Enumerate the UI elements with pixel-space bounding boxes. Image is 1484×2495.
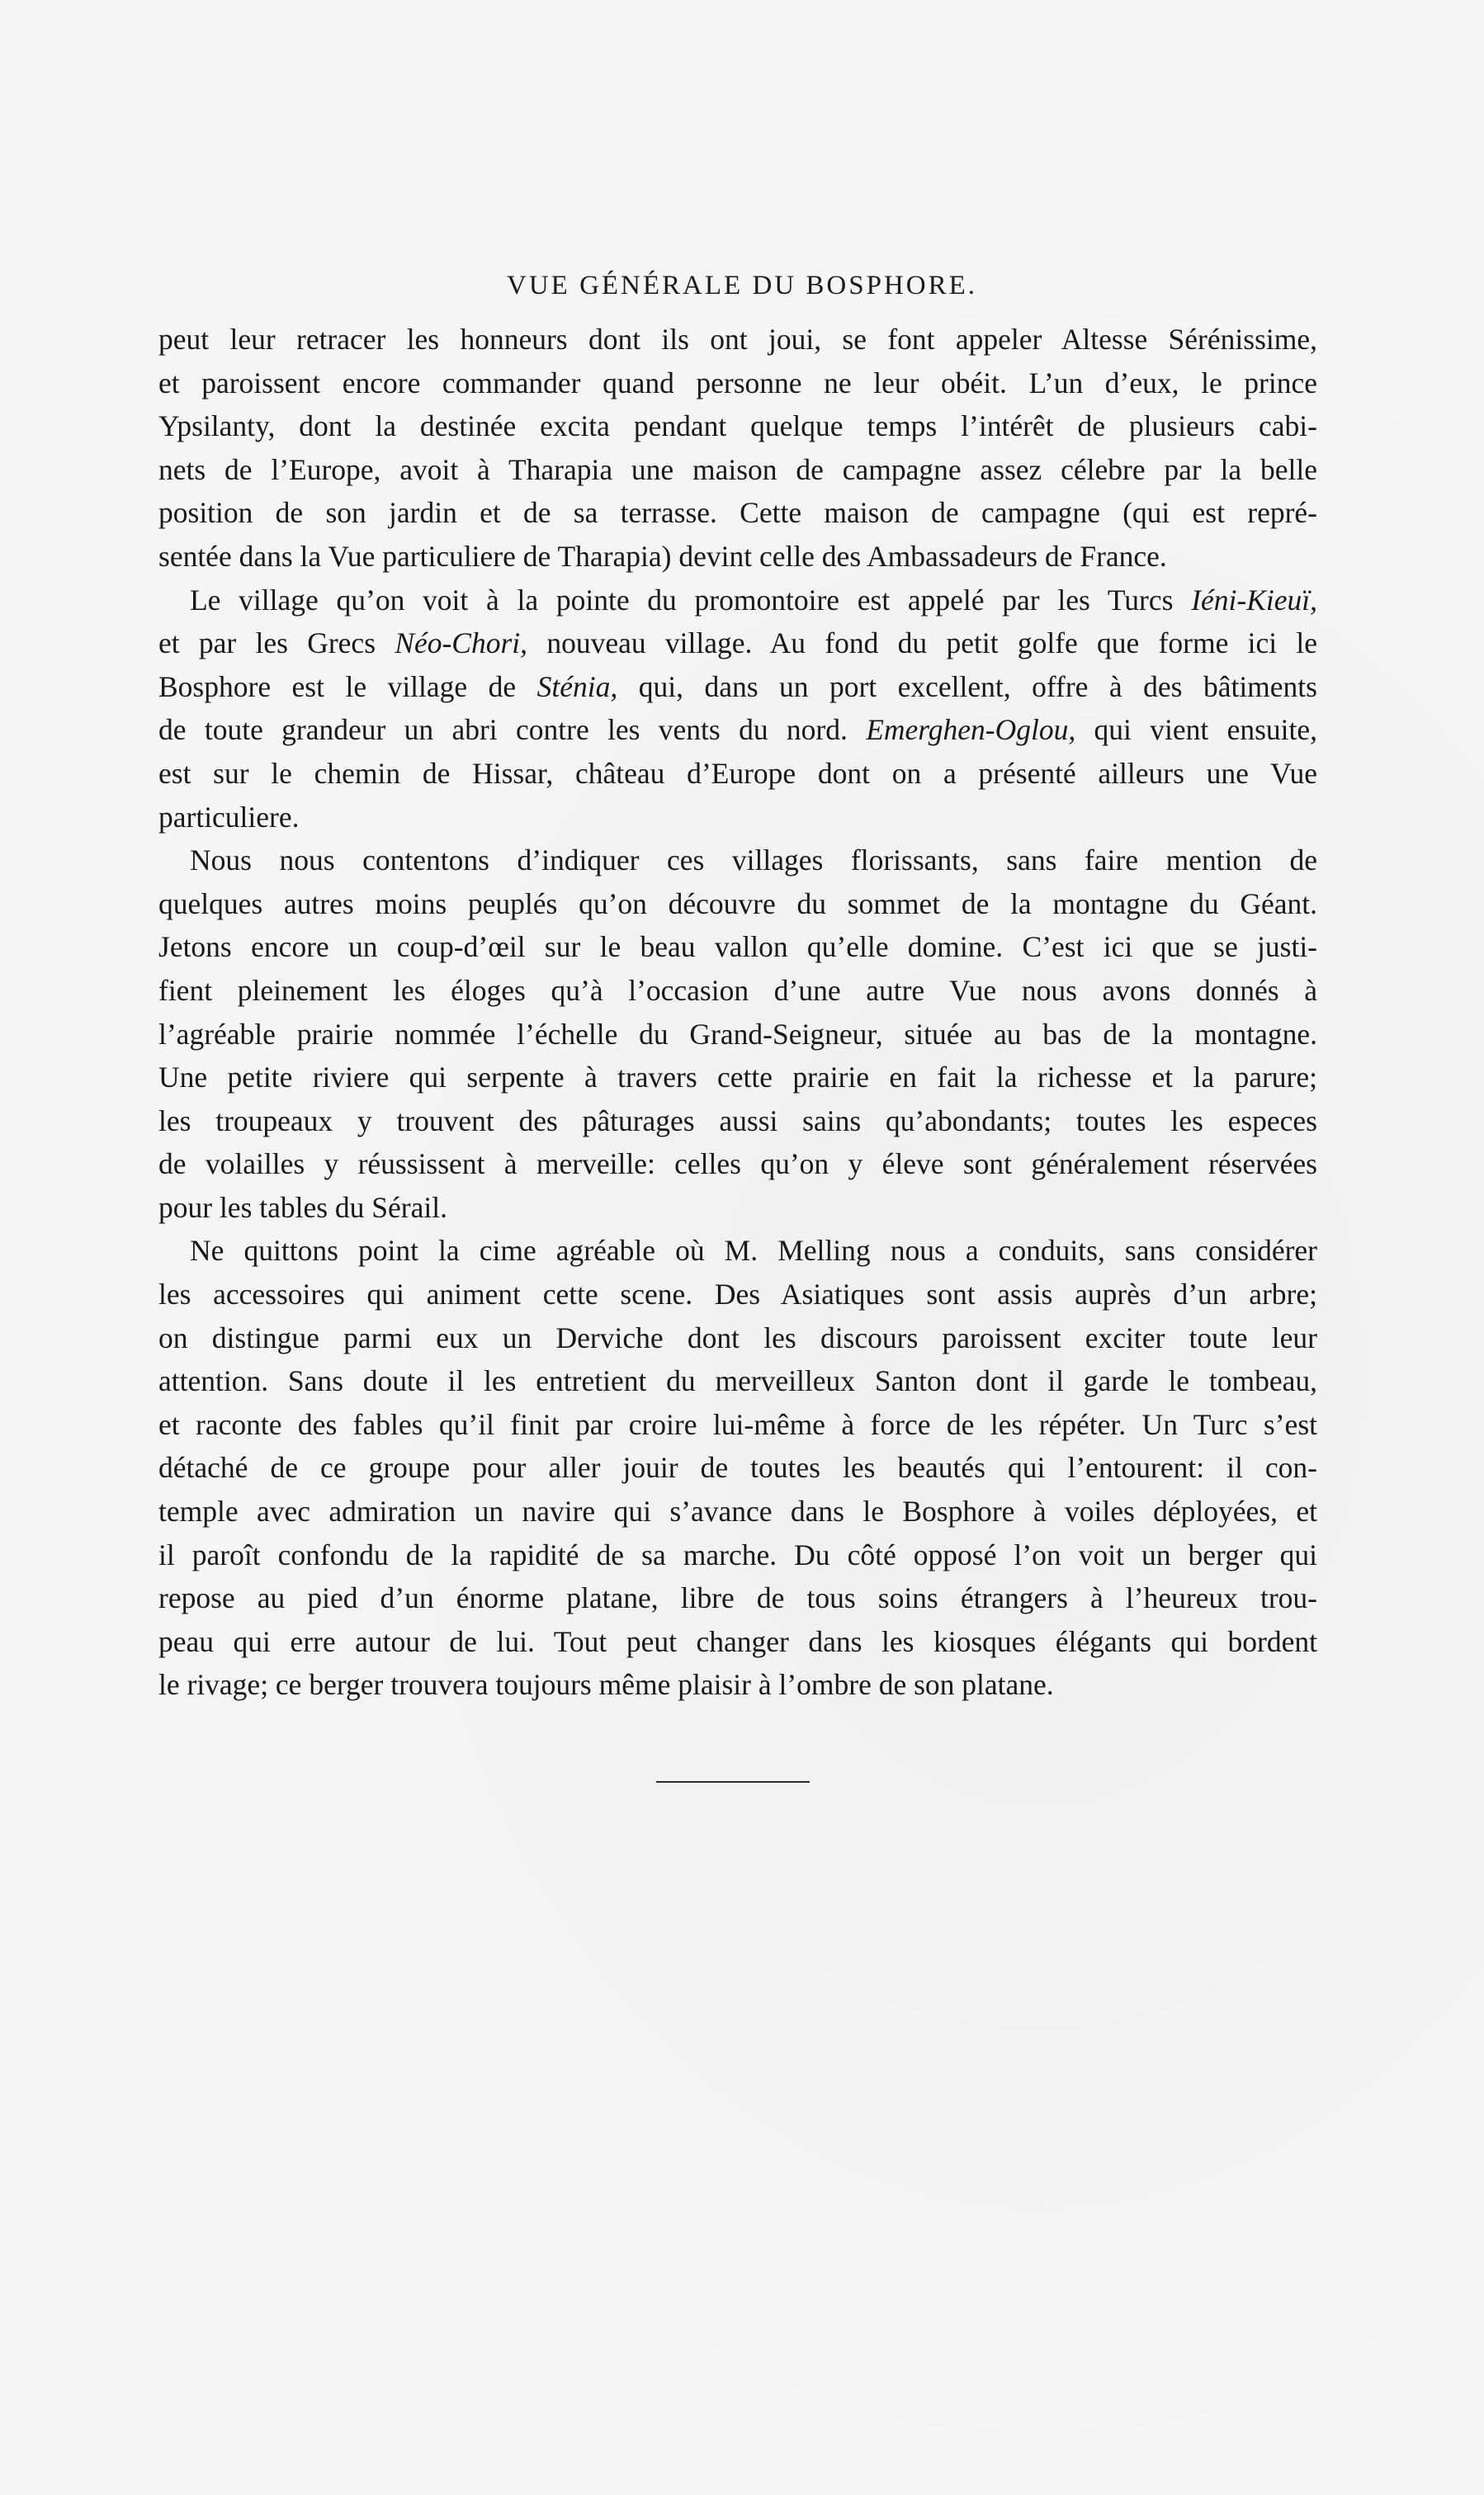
text-run: qui, dans un port excellent, offre à des bâtiments: [617, 669, 1317, 703]
paragraph-4: [158, 1229, 1317, 1707]
italic-place-name: Emerghen-Oglou,: [866, 713, 1076, 747]
end-rule: [656, 1781, 810, 1783]
text-line: nets de l’Europe, avoit à Tharapia une maison de campagne assez célebre par la belle: [158, 452, 1317, 486]
text-line: Ypsilanty, dont la destinée excita pendant quelque temps l’intérêt de plusieurs cabi-: [158, 409, 1317, 443]
text-line: repose au pied d’un énorme platane, libre de tous soins étrangers à l’heureux trou-: [158, 1581, 1317, 1615]
text-run: qui vient ensuite,: [1075, 713, 1317, 747]
text-line: et paroissent encore commander quand personne ne leur obéit. L’un d’eux, le prince: [158, 366, 1317, 399]
text-line: pour les tables du Sérail.: [158, 1190, 447, 1224]
text-line: détaché de ce groupe pour aller jouir de toutes les beautés qui l’entourent: il con-: [158, 1451, 1317, 1485]
italic-place-name: Sténia,: [536, 669, 618, 703]
text-run: nouveau village. Au fond du petit golfe que forme ici le: [527, 626, 1318, 660]
text-run: Le village qu’on voit à la pointe du promontoire est appelé par les Turcs: [190, 583, 1192, 617]
body-text: [158, 318, 1317, 1707]
text-line: le rivage; ce berger trouvera toujours même plaisir à l’ombre de son platane.: [158, 1668, 1054, 1702]
text-line: peut leur retracer les honneurs dont ils ont joui, se font appeler Altesse Sérénissime,: [158, 323, 1317, 356]
text-line: particuliere.: [158, 800, 300, 834]
text-run: Bosphore est le village de: [158, 669, 537, 703]
running-head: VUE GÉNÉRALE DU BOSPHORE.: [507, 271, 977, 300]
text-line: l’agréable prairie nommée l’échelle du Grand-Seigneur, située au bas de la montagne.: [158, 1017, 1317, 1051]
text-line: Une petite riviere qui serpente à travers cette prairie en fait la richesse et la parure;: [158, 1061, 1317, 1094]
text-line: on distingue parmi eux un Derviche dont les discours paroissent exciter toute leur: [158, 1321, 1317, 1354]
text-line: est sur le chemin de Hissar, château d’Europe dont on a présenté ailleurs une Vue: [158, 756, 1317, 790]
text-run: de toute grandeur un abri contre les vents du nord.: [158, 713, 867, 747]
paragraph-1: [158, 318, 1317, 579]
italic-place-name: Néo-Chori,: [395, 626, 528, 660]
paragraph-3: [158, 839, 1317, 1229]
text-line: quelques autres moins peuplés qu’on découvre du sommet de la montagne du Géant.: [158, 886, 1317, 920]
text-line: position de son jardin et de sa terrasse. Cette maison de campagne (qui est repré-: [158, 496, 1317, 530]
text-line: temple avec admiration un navire qui s’avance dans le Bosphore à voiles déployées, et: [158, 1495, 1317, 1529]
text-line: fient pleinement les éloges qu’à l’occasion d’une autre Vue nous avons donnés à: [158, 973, 1317, 1007]
text-line: peau qui erre autour de lui. Tout peut changer dans les kiosques élégants qui bordent: [158, 1624, 1317, 1658]
text-line: les accessoires qui animent cette scene. Des Asiatiques sont assis auprès d’un arbre;: [158, 1278, 1317, 1311]
text-line: [158, 579, 1317, 622]
text-line: il paroît confondu de la rapidité de sa marche. Du côté opposé l’on voit un berger qui: [158, 1538, 1317, 1571]
text-line: de volailles y réussissent à merveille: celles qu’on y éleve sont généralement réservées: [158, 1147, 1317, 1181]
text-line: et raconte des fables qu’il finit par croire lui-même à force de les répéter. Un Turc s’est: [158, 1407, 1317, 1441]
text-line: [158, 621, 1317, 665]
text-line: sentée dans la Vue particuliere de Tharapia) devint celle des Ambassadeurs de France.: [158, 539, 1167, 573]
text-run: et par les Grecs: [158, 626, 395, 660]
text-line: [158, 708, 1317, 752]
paragraph-2: [158, 579, 1317, 839]
text-line: Nous nous contentons d’indiquer ces villages florissants, sans faire mention de: [190, 843, 1317, 877]
text-line: les troupeaux y trouvent des pâturages aussi sains qu’abondants; toutes les especes: [158, 1103, 1317, 1137]
text-line: Ne quittons point la cime agréable où M. Melling nous a conduits, sans considérer: [190, 1234, 1317, 1268]
italic-place-name: Iéni-Kieuï,: [1191, 583, 1317, 617]
text-line: attention. Sans doute il les entretient du merveilleux Santon dont il garde le tombeau,: [158, 1364, 1317, 1398]
text-line: [158, 665, 1317, 709]
text-line: Jetons encore un coup-d’œil sur le beau vallon qu’elle domine. C’est ici que se justi-: [158, 930, 1317, 964]
